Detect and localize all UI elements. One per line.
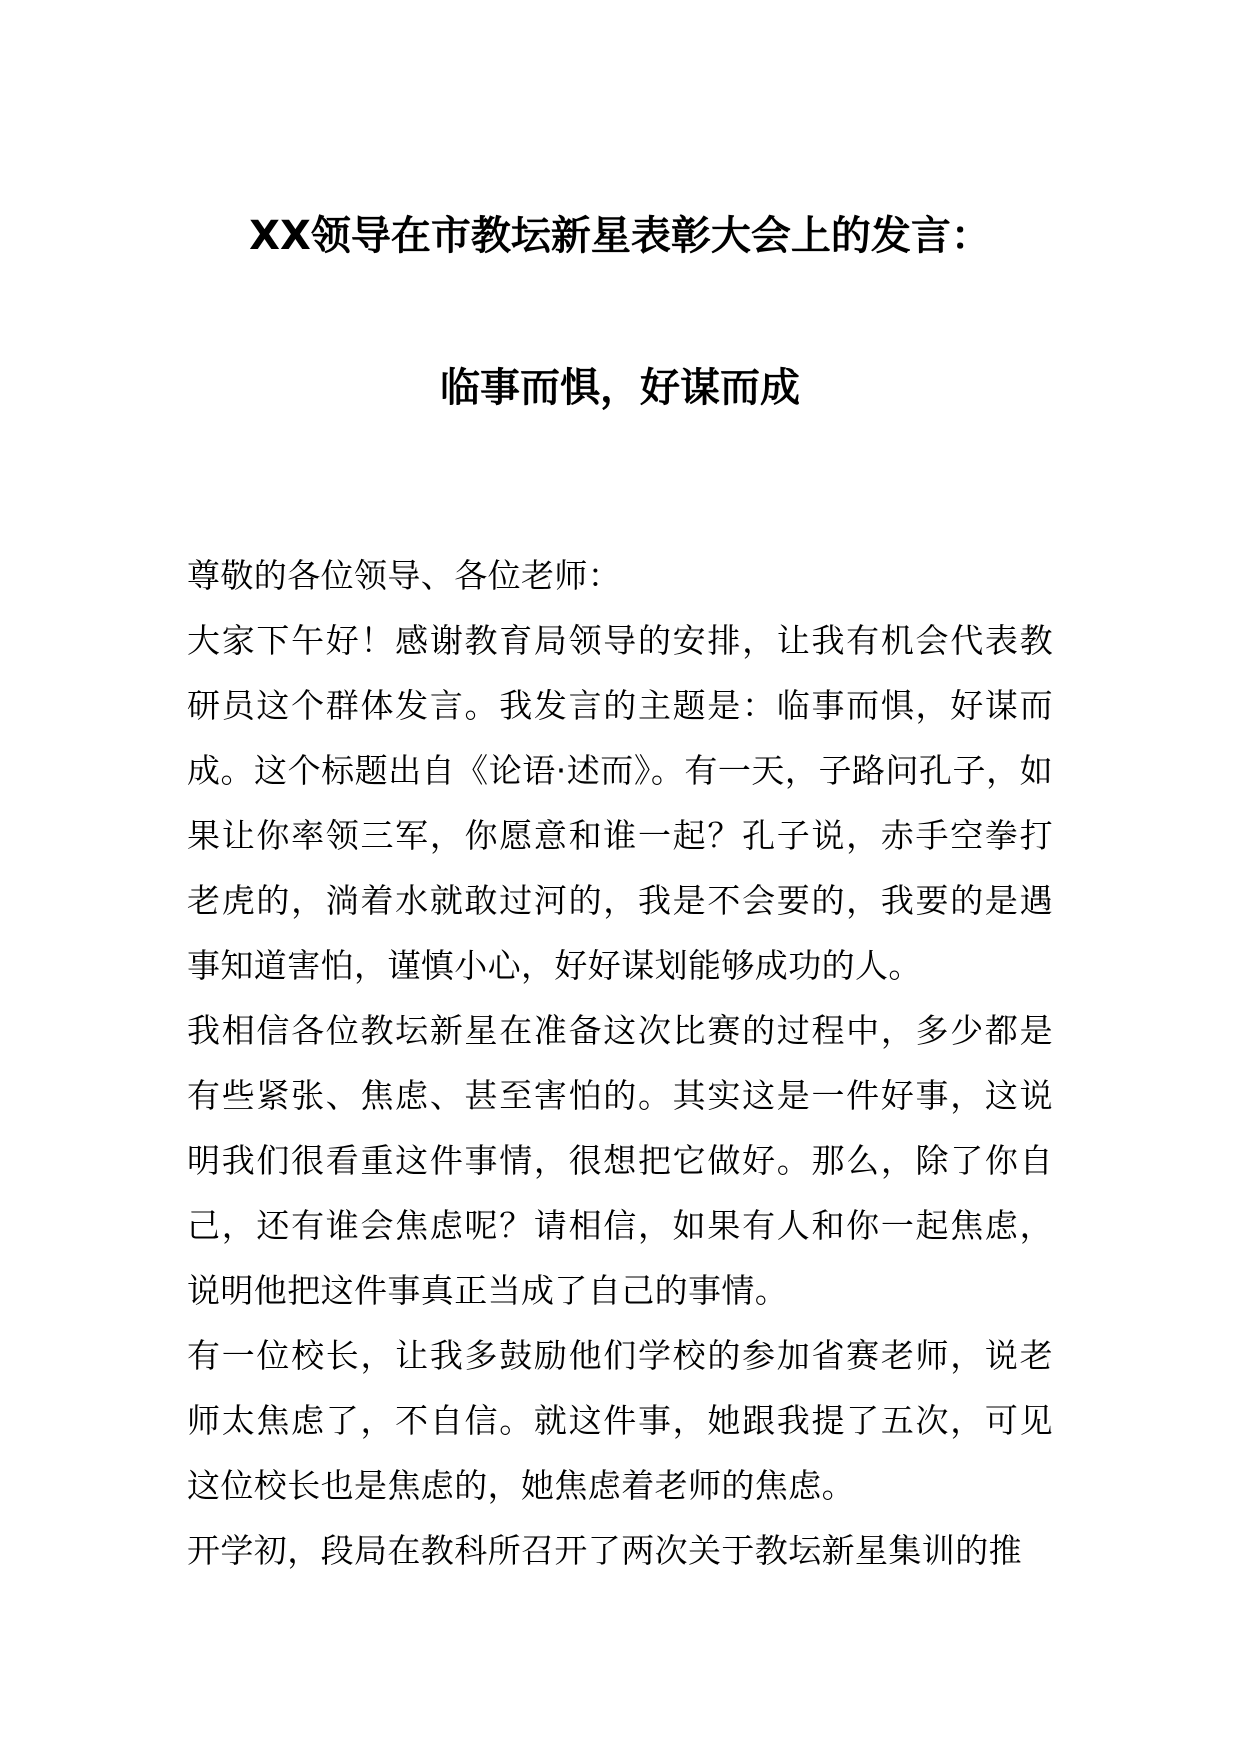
body-paragraph: 大家下午好！感谢教育局领导的安排，让我有机会代表教研员这个群体发言。我发言的主题是：临事而惧，好谋而成。这个标题出自《论语·述而》。有一天，子路问孔子，如果让你率领三军，你愿意和谁一起？孔子说，赤手空拳打老虎的，淌着水就敢过河的，我是不会要的，我要的是遇事知道害怕，谨慎小心，好好谋划能够成功的人。 [187, 621, 1053, 985]
document-body [187, 543, 1053, 1583]
body-paragraph: 开学初，段局在教科所召开了两次关于教坛新星集训的推 [187, 1531, 1022, 1570]
body-paragraph: 有一位校长，让我多鼓励他们学校的参加省赛老师，说老师太焦虑了，不自信。就这件事，她跟我提了五次，可见这位校长也是焦虑的，她焦虑着老师的焦虑。 [187, 1336, 1053, 1505]
body-paragraph: 我相信各位教坛新星在准备这次比赛的过程中，多少都是有些紧张、焦虑、甚至害怕的。其实这是一件好事，这说明我们很看重这件事情，很想把它做好。那么，除了你自己，还有谁会焦虑呢？请相信，如果有人和你一起焦虑，说明他把这件事真正当成了自己的事情。 [187, 1011, 1053, 1310]
document-subtitle: 临事而惧，好谋而成 [440, 365, 800, 411]
document-title: XX领导在市教坛新星表彰大会上的发言： [249, 213, 991, 259]
salutation-paragraph: 尊敬的各位领导、各位老师： [187, 556, 622, 595]
